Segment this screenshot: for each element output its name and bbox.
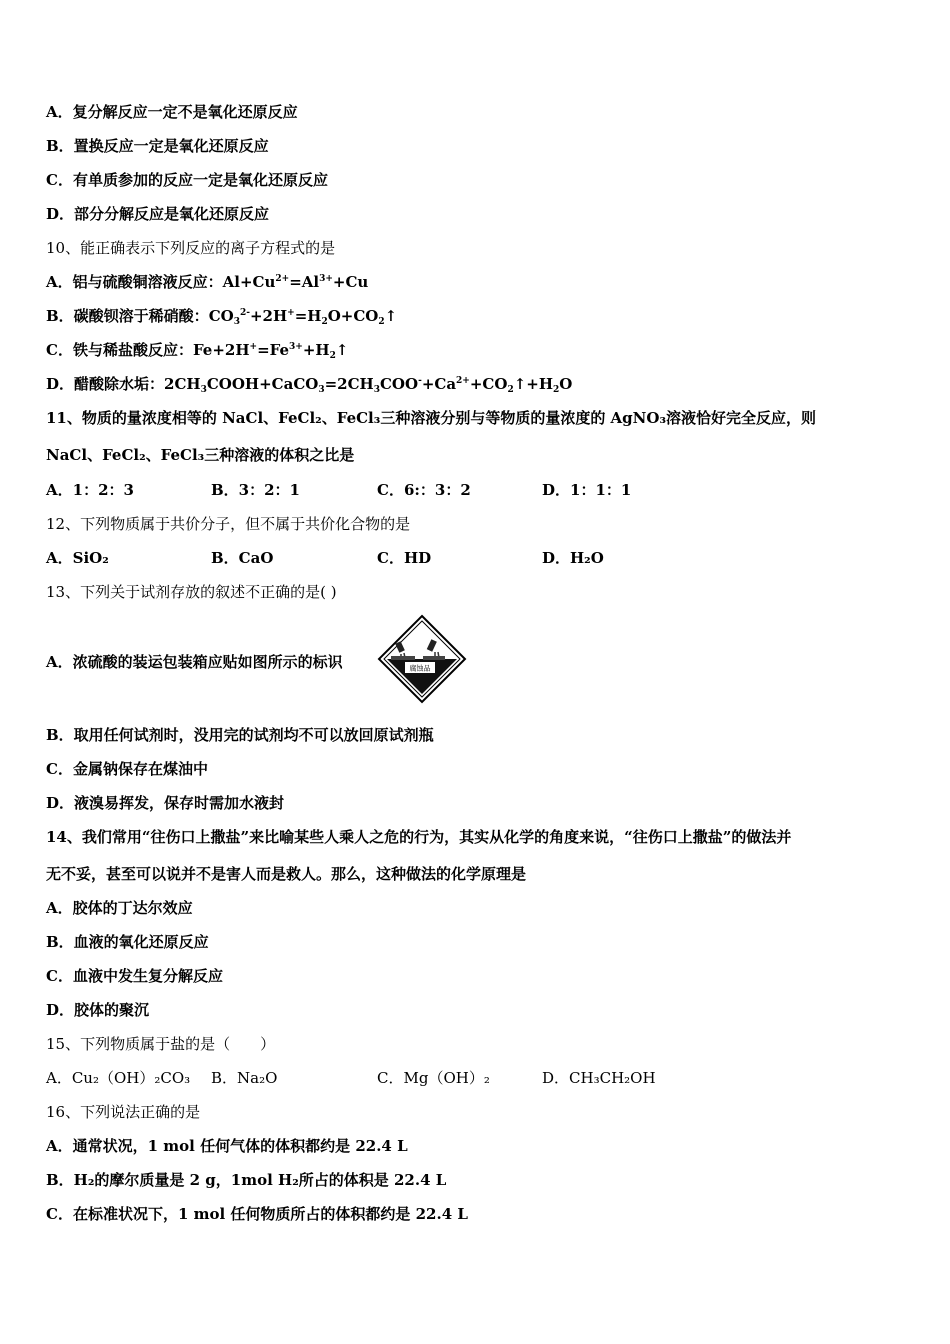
q16-option-c: C．在标准状况下，1 mol 任何物质所占的体积都约是 22.4 L [46,1205,468,1223]
q9-option-d: D．部分分解反应是氧化还原反应 [46,205,270,223]
q12-option-a: A．SiO₂ [46,549,109,567]
q9-option-c: C．有单质参加的反应一定是氧化还原反应 [46,171,328,189]
q10-option-c: C．铁与稀盐酸反应：$Fe+2H^+=Fe^{3+}+H_2↑$ [46,341,349,361]
corrosive-hazard-sign-icon [377,614,467,704]
q16-stem: 16、下列说法正确的是 [46,1103,201,1121]
q14-option-b: B．血液的氧化还原反应 [46,933,209,951]
q14-stem-line1: 14、我们常用“往伤口上撒盐”来比喻某些人乘人之危的行为，其实从化学的角度来说，“往伤口上撒盐”的做法并 [46,828,792,846]
q16-option-a: A．通常状况，1 mol 任何气体的体积都约是 22.4 L [46,1137,408,1155]
q10-stem: 10、能正确表示下列反应的离子方程式的是 [46,239,336,257]
q10-option-a: A．铝与硫酸铜溶液反应：$Al+Cu^{2+}=Al^{3+}+Cu$ [46,273,369,291]
q14-option-c: C．血液中发生复分解反应 [46,967,223,985]
q12-stem: 12、下列物质属于共价分子，但不属于共价化合物的是 [46,515,411,533]
q11-option-d: D．1：1：1 [542,481,632,499]
q15-option-c: C．Mg（OH）₂ [377,1069,490,1087]
q14-option-d: D．胶体的聚沉 [46,1001,150,1019]
sign-label: 腐蚀品 [409,664,431,673]
q9-option-b: B．置换反应一定是氧化还原反应 [46,137,269,155]
q16-option-b: B．H₂的摩尔质量是 2 g，1mol H₂所占的体积是 22.4 L [46,1171,447,1189]
q13-option-b: B．取用任何试剂时，没用完的试剂均不可以放回原试剂瓶 [46,726,434,744]
q9-option-a: A．复分解反应一定不是氧化还原反应 [46,103,298,121]
q10-option-d: D．醋酸除水垢：$2CH_3COOH+CaCO_3=2CH_3COO^-+Ca^{2+}+CO_2↑+H_2O$ [46,375,573,395]
q11-option-c: C．6:：3：2 [377,481,471,499]
q13-option-c: C．金属钠保存在煤油中 [46,760,208,778]
q14-option-a: A．胶体的丁达尔效应 [46,899,193,917]
q13-option-a: A．浓硫酸的装运包装箱应贴如图所示的标识 [46,653,343,671]
q11-option-b: B．3：2：1 [211,481,300,499]
q11-option-a: A．1：2：3 [46,481,134,499]
q12-option-b: B．CaO [211,549,274,567]
q15-option-b: B．Na₂O [211,1069,278,1087]
q13-option-d: D．液溴易挥发，保存时需加水液封 [46,794,285,812]
q11-stem-line1: 11、物质的量浓度相等的 NaCl、FeCl₂、FeCl₃三种溶液分别与等物质的量浓度的 AgNO₃溶液恰好完全反应，则 [46,409,817,427]
q15-option-a: A．Cu₂（OH）₂CO₃ [46,1069,191,1087]
q13-stem: 13、下列关于试剂存放的叙述不正确的是( ) [46,583,337,601]
q10-option-b: B．碳酸钡溶于稀硝酸：$CO_3^{2-}+2H^+=H_2O+CO_2↑$ [46,307,398,327]
q14-stem-line2: 无不妥，甚至可以说并不是害人而是救人。那么，这种做法的化学原理是 [46,865,527,883]
q11-stem-line2: NaCl、FeCl₂、FeCl₃三种溶液的体积之比是 [46,446,355,464]
q12-option-d: D．H₂O [542,549,604,567]
q12-option-c: C．HD [377,549,432,567]
q15-stem: 15、下列物质属于盐的是（ ） [46,1035,276,1053]
q15-option-d: D．CH₃CH₂OH [542,1069,656,1087]
